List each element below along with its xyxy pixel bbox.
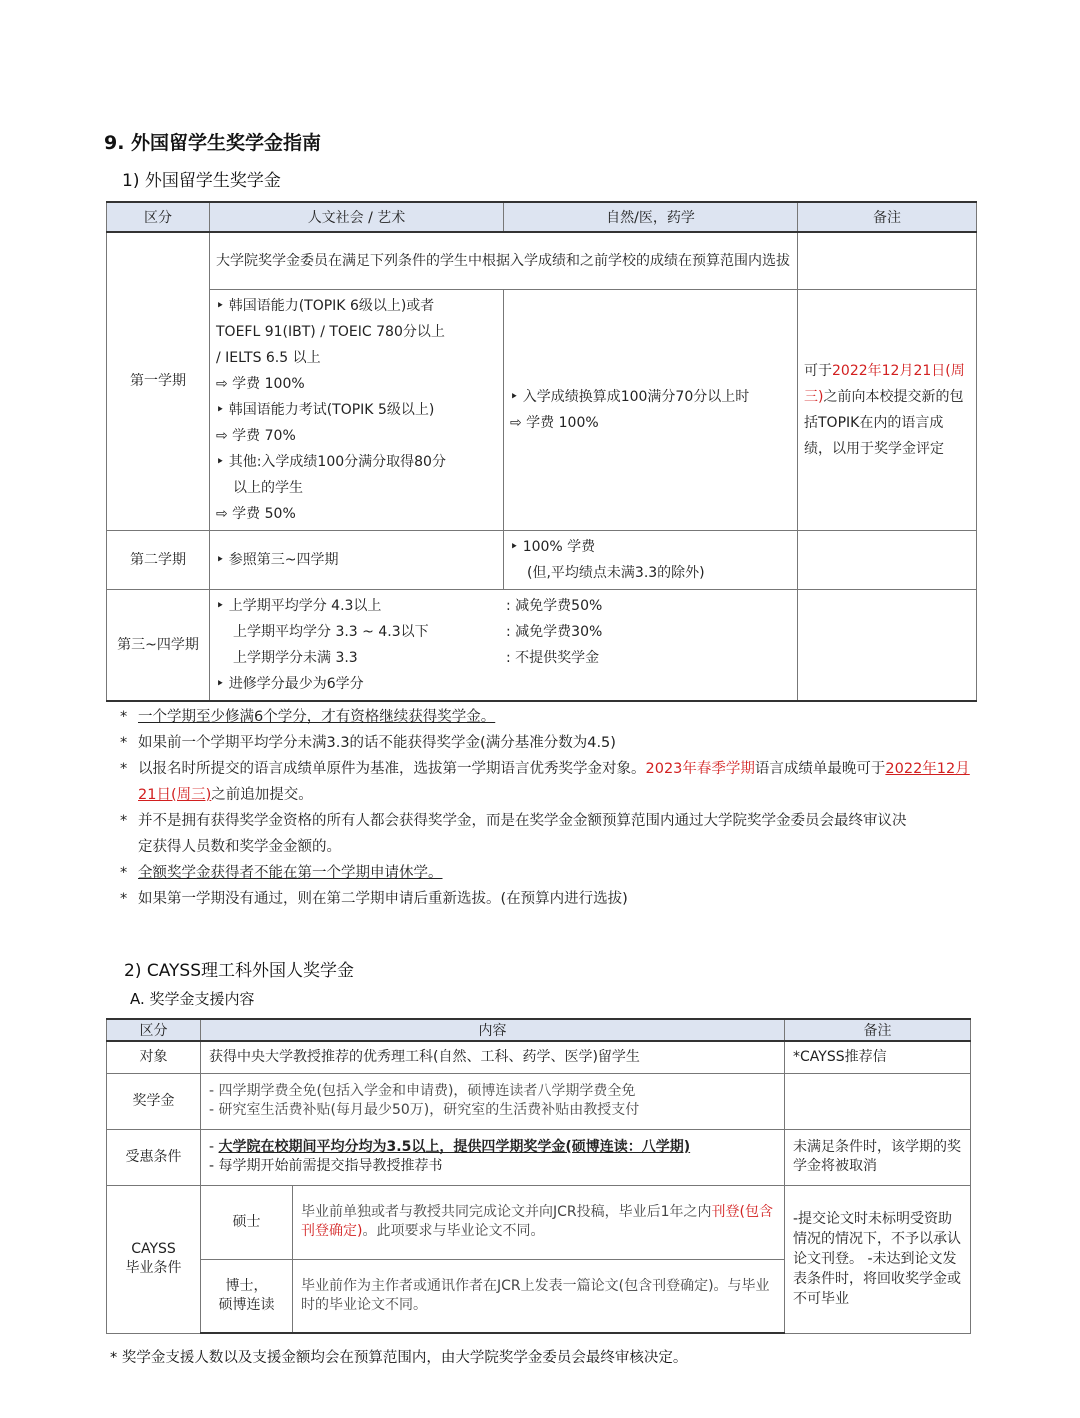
grade-row (216, 645, 791, 671)
target-content: 获得中央大学教授推荐的优秀理工科(自然、工科、药学、医学)留学生 (201, 1041, 785, 1073)
text-line: ⇨ 学费 70% (216, 427, 296, 444)
cayss-graduation-label (107, 1185, 201, 1333)
table2-header-content: 内容 (201, 1019, 785, 1041)
note-item (120, 756, 980, 808)
content-segment: 毕业前单独或者与教授共同完成论文并向JCR投稿，毕业后1年之内 (301, 1204, 712, 1220)
table-row (107, 1073, 971, 1129)
scholarship-table-2 (106, 1018, 971, 1334)
note-text: 并不是拥有获得奖学金资格的所有人都会获得奖学金，而是在奖学金金额预算范围内通过大学院奖学金委员会最终审议决定获得人员数和奖学金金额的。 (138, 813, 907, 855)
deadline-date: 2022年12月21日(周三) (804, 362, 965, 405)
text-line: - 研究室生活费补贴(每月最少50万)，研究室的生活费补贴由教授支付 (209, 1102, 640, 1118)
table1-header-remarks: 备注 (798, 202, 977, 232)
table-row (107, 1185, 971, 1259)
text-line (209, 1138, 776, 1157)
asterisk-icon: * (120, 891, 128, 907)
table-row (107, 289, 977, 530)
remark-text: 可于 (804, 362, 832, 379)
text-line: ⇨ 学费 100% (510, 414, 599, 431)
master-content (293, 1185, 785, 1259)
footnote: * 奖学金支援人数以及支援金额均会在预算范围内，由大学院奖学金委员会最终审核决定。 (110, 1350, 688, 1366)
note-text (138, 756, 980, 808)
asterisk-icon: * (120, 865, 128, 881)
text-line: ⇨ 学费 50% (216, 505, 296, 522)
label-line: 硕博连读 (218, 1296, 275, 1313)
scholarship-remark-empty (785, 1073, 971, 1129)
table-row (107, 1129, 971, 1185)
grade-benefit: : 不提供奖学金 (506, 649, 600, 666)
semester2-science (504, 530, 798, 589)
master-label: 硕士 (201, 1185, 293, 1259)
grade-condition: ‣ 上学期平均学分 4.3以上 (216, 597, 382, 614)
note-item (120, 808, 980, 860)
semester34-content (210, 589, 798, 701)
cayss-remark: -提交论文时未标明受资助情况的情况下，不予以承认论文刊登。 -未达到论文发表条件时，将回收奖学金或不可毕业 (785, 1185, 971, 1333)
notes-list (120, 704, 980, 912)
semester1-science (504, 289, 798, 530)
table2-header-row (107, 1019, 971, 1041)
text-line: / IELTS 6.5 以上 (216, 349, 321, 366)
table1-header-science: 自然/医，药学 (504, 202, 798, 232)
text-line: (但,平均绩点未满3.3的除外) (527, 564, 705, 581)
content-segment: 。此项要求与毕业论文不同。 (362, 1223, 545, 1239)
label-line: 毕业条件 (125, 1260, 182, 1276)
subsection-title-2a: A. 奖学金支援内容 (130, 990, 255, 1008)
note-item (120, 704, 980, 730)
note-text: 一个学期至少修满6个学分，才有资格继续获得奖学金。 (138, 709, 496, 725)
text-line: ‣ 其他:入学成绩100分满分取得80分 (216, 453, 446, 470)
phd-content: 毕业前作为主作者或通讯作者在JCR上发表一篇论文(包含刊登确定)。与毕业时的毕业论文不同。 (293, 1259, 785, 1333)
condition-remark: 未满足条件时，该学期的奖学金将被取消 (785, 1129, 971, 1185)
table-row (107, 1041, 971, 1073)
table1-header-category: 区分 (107, 202, 210, 232)
note-segment: 以报名时所提交的语言成绩单原件为基准，选拔第一学期语言优秀奖学金对象。 (138, 761, 646, 777)
note-item (120, 886, 980, 912)
table1-header-humanities: 人文社会 / 艺术 (210, 202, 504, 232)
phd-label (201, 1259, 293, 1333)
target-remark: *CAYSS推荐信 (785, 1041, 971, 1073)
scholarship-label: 奖学金 (107, 1073, 201, 1129)
note-segment: 之前追加提交。 (211, 787, 313, 803)
table2-header-remarks: 备注 (785, 1019, 971, 1041)
text-line: ‣ 韩国语能力考试(TOPIK 5级以上) (216, 401, 435, 418)
table-row (107, 589, 977, 701)
table-row (107, 530, 977, 589)
grade-condition: 上学期学分未满 3.3 (233, 649, 358, 666)
note-text: 如果第一学期没有通过，则在第二学期申请后重新选拔。(在预算内进行选拔) (138, 891, 628, 907)
semester34-label: 第三~四学期 (107, 589, 210, 701)
grade-benefit: : 减免学费50% (506, 597, 603, 614)
text-line: ⇨ 学费 100% (216, 375, 305, 392)
text-line: ‣ 韩国语能力(TOPIK 6级以上)或者 (216, 297, 435, 314)
semester2-label: 第二学期 (107, 530, 210, 589)
label-line: CAYSS (131, 1241, 176, 1257)
semester2-remark-empty (798, 530, 977, 589)
gpa-condition: 大学院在校期间平均分均为3.5以上，提供四学期奖学金(硕博连读：八学期) (218, 1139, 691, 1155)
scholarship-content (201, 1073, 785, 1129)
text-line: - 四学期学费全免(包括入学金和申请费)，硕博连读者八学期学费全免 (209, 1083, 636, 1099)
table2-header-category: 区分 (107, 1019, 201, 1041)
grade-condition: 上学期平均学分 3.3 ~ 4.3以下 (233, 623, 429, 640)
selection-intro: 大学院奖学金委员在满足下列条件的学生中根据入学成绩和之前学校的成绩在预算范围内选拔 (210, 232, 798, 289)
semester2-humanities: ‣ 参照第三~四学期 (210, 530, 504, 589)
table-row (107, 232, 977, 289)
note-text: 全额奖学金获得者不能在第一个学期申请休学。 (138, 865, 443, 881)
asterisk-icon: * (120, 813, 128, 829)
remark-text: 之前向本校提交新的包括TOPIK在内的语言成绩，以用于奖学金评定 (804, 388, 964, 457)
grade-benefit: : 减免学费30% (506, 623, 603, 640)
text-line: - 每学期开始前需提交指导教授推荐书 (209, 1158, 443, 1174)
semester1-remark (798, 289, 977, 530)
dash: - (209, 1139, 219, 1155)
grade-row (216, 619, 791, 645)
asterisk-icon: * (120, 761, 128, 777)
text-line: 以上的学生 (233, 479, 303, 496)
asterisk-icon: * (120, 735, 128, 751)
publication-highlight: 刊登(包含刊登确定) (301, 1204, 774, 1239)
subsection-title-1: 1) 外国留学生奖学金 (122, 171, 281, 191)
target-label: 对象 (107, 1041, 201, 1073)
subsection-title-2: 2) CAYSS理工科外国人奖学金 (124, 961, 354, 981)
table1-header-row (107, 202, 977, 232)
asterisk-icon: * (120, 709, 128, 725)
note-item (120, 730, 980, 756)
intro-remark-empty (798, 232, 977, 289)
semester1-label: 第一学期 (107, 232, 210, 530)
note-text: 如果前一个学期平均学分未满3.3的话不能获得奖学金(满分基准分数为4.5) (138, 735, 616, 751)
note-item (120, 860, 980, 886)
scholarship-table-1 (106, 201, 977, 702)
text-line: TOEFL 91(IBT) / TOEIC 780分以上 (216, 323, 445, 340)
credit-requirement: ‣ 进修学分最少为6学分 (216, 675, 364, 692)
deadline-highlight: 2022年12月21日(周三) (138, 761, 970, 803)
text-line: ‣ 入学成绩换算成100满分70分以上时 (510, 388, 750, 405)
condition-content (201, 1129, 785, 1185)
semester1-humanities (210, 289, 504, 530)
semester-highlight: 2023年春季学期 (645, 761, 755, 777)
condition-label: 受惠条件 (107, 1129, 201, 1185)
section-title: 9. 外国留学生奖学金指南 (104, 132, 322, 154)
text-line: ‣ 100% 学费 (510, 538, 596, 555)
grade-row (216, 593, 791, 619)
semester34-remark-empty (798, 589, 977, 701)
label-line: 博士， (225, 1277, 268, 1294)
note-segment: 语言成绩单最晚可于 (754, 761, 886, 777)
